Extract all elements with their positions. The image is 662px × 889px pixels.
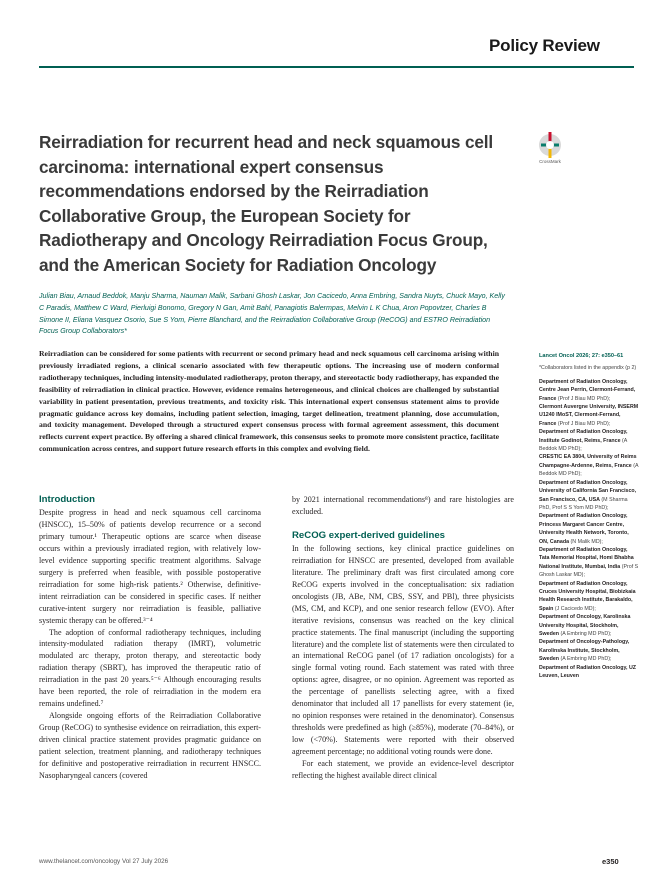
body-paragraph: The adoption of conformal radiotherapy techniques, including intensity-modulated radiation therapy (IMRT), volumetric modulated arc therapy, proton therapy, and stereotactic body radiation therapy (SBRT), has improved the therapeutic ratio of reirradiation in the past 20 years.⁵⁻⁶ Although encouraging results have been reported, the role of reirradiation in the modern era remains undefined.⁷ (39, 627, 261, 709)
affiliation-item: Department of Radiation Oncology, Princess Margaret Cancer Centre, University Health Network, Toronto, ON, Canada (N Malik MD); (539, 513, 629, 545)
footer-journal: www.thelancet.com/oncology Vol 27 July 2026 (39, 858, 169, 865)
affiliation-item: Clermont Auvergne University, INSERM U1240 IMoST, Clermont-Ferrand, France (Prof J Biau MD PhD); (539, 404, 639, 427)
affiliation-item: Department of Radiation Oncology, Institute Godinot, Reims, France (A Beddok MD PhD); (539, 429, 628, 453)
header-rule (39, 66, 634, 68)
page-number: e350 (602, 857, 619, 866)
article-title: Reirradiation for recurrent head and neck squamous cell carcinoma: international expert consensus recommendations endorsed by the Reirradiation Collaborative Group, the European Society for Radiotherapy and Oncology Reirradiation Focus Group, and the American Society for Radiation Oncology (39, 132, 494, 275)
abstract: Reirradiation can be considered for some patients with recurrent or second primary head and neck squamous cell carcinoma arising within previously irradiated regions, a clinical scenario associated with few therapeutic options. The increasing use of modern conformal radiotherapy techniques, including intensity-modulated radiotherapy, proton therapy, and stereotactic body radiotherapy, has expanded the feasibility of reirradiation in clinical practice. However, evidence remains heterogeneous, and clinical choices are challenged by substantial variability in patient presentation, previous treatments, and toxicity risk. This international expert consensus statement aims to provide pragmatic guidance across key domains, including patient selection, imaging, target delineation, treatment planning, dose accumulation, and toxicity management. Developed through a structured expert consensus process with formal agreement assessment, this document reflects current expert practice. By offering a shared clinical framework, this consensus seeks to promote more consistent practice, facilitate communication across centres, and support future research efforts in this complex and evolving field. (39, 349, 499, 454)
affiliation-item: Department of Oncology, Karolinska University Hospital, Stockholm, Sweden (A Embring MD PhD); (539, 614, 631, 637)
body-column-1 (39, 494, 261, 782)
section-header: Policy Review (489, 36, 600, 55)
crossmark-label: CrossMark (539, 159, 561, 164)
sidebar (539, 352, 639, 680)
body-column-2 (292, 494, 514, 782)
affiliation-item: Department of Radiation Oncology, UZ Leuven, Leuven (539, 664, 637, 680)
affiliation-item: Department of Radiation Oncology, University of California San Francisco, San Francisco, CA, USA (M Sharma PhD, Prof S S Yom MD PhD); (539, 479, 637, 511)
body-paragraph: Despite progress in head and neck squamous cell carcinoma (HNSCC), 15–50% of patients develop recurrence or a second primary tumour.¹ Therapeutic options are scarce when disease occurs within a previously irradiated region, with relatively low-level evidence supporting specific treatment algorithms. Salvage surgery is preferred when feasible, with possible postoperative reirradiation for some high-risk patients.² Otherwise, definitive-intent reirradiation can be considered in specific cases. If neither curative-intent surgery nor reirradiation is feasible, palliative systemic therapy can be offered.³⁻⁴ (39, 508, 261, 625)
recog-heading: ReCOG expert-derived guidelines (292, 529, 446, 541)
affiliation-list (539, 378, 639, 681)
collaborators-note: *Collaborators listed in the appendix (p 2) (539, 365, 637, 372)
author-list: Julian Biau, Arnaud Beddok, Manju Sharma, Nauman Malik, Sarbani Ghosh Laskar, Jon Cacicedo, Anna Embring, Sandra Nuyts, Chuck Mayo, Kelly C Paradis, Matthew C Ward, Pierluigi Bonomo, Gregory N Gan, Amit Bahl, Panagiotis Balermpas, Melvin L K Chua, Aron Popovtzer, Charles B Simone II, Eliana Vasquez Osorio, Sue S Yom, Pierre Blanchard, and the Reirradiation Collaborative Group (ReCOG) and ESTRO Reirradiation Focus Group Collaborators* (39, 292, 505, 336)
body-paragraph: In the following sections, key clinical practice guidelines on reirradiation for HNSCC are presented, developed from available literature. The preliminary draft was first circulated among core ReCOG experts involved in the conceptualisation: six radiation oncologists (JB, ABe, NM, CBS, SSY, and PBl), three physicists (MS, CM, and KCP), and one senior research fellow (EVO). After iterative revisions, consensus was reached on the key clinical practice statements. The final manuscript (including the supporting literature) and the complete list of statements were then circulated to an international ReCOG panel (of 17 radiation oncologists) for a single formal voting round. Each statement was rated with three options: agree, disagree, or no opinion. Agreement was reported as the percentage of panellists selecting agree, with a fixed denominator that included all 17 panellists for every statement (ie, no opinion responses were retained in the denominator). Consensus thresholds were predefined as high (≥85%), moderate (70–84%), or low (<70%). Statements were reported with their observed agreement percentage; no additional voting rounds were done. (292, 543, 514, 757)
journal-citation: Lancet Oncol 2026; 27: e350–61 (539, 353, 624, 359)
body-paragraph: Alongside ongoing efforts of the Reirradiation Collaborative Group (ReCOG) to synthesise evidence on reirradiation, this expert-driven clinical practice statement provides pragmatic guidance on patient selection, treatment planning, and radiotherapy techniques for definitive and postoperative reirradiation in recurrent HNSCC. Nasopharyngeal cancers (covered (39, 711, 261, 780)
affiliation-item: Department of Radiation Oncology, Centre Jean Perrin, Clermont-Ferrand, France (Prof J Biau MD PhD); (539, 378, 636, 402)
affiliation-item: Department of Radiation Oncology, Tata Memorial Hospital, Homi Bhabha National Institute, Mumbai, India (Prof S Ghosh Laskar MD); (539, 546, 639, 579)
body-paragraph: For each statement, we provide an evidence-level descriptor reflecting the highest available direct clinical (292, 759, 514, 781)
affiliation-item: Department of Radiation Oncology, Cruces University Hospital, Biobizkaia Health Research Institute, Barakaldo, Spain (J Cacicedo MD); (539, 580, 636, 612)
affiliation-item: Department of Oncology-Pathology, Karolinska Institute, Stockholm, Sweden (A Embring MD PhD); (539, 639, 630, 663)
body-paragraph: by 2021 international recommendations⁸) and rare histologies are excluded. (292, 495, 514, 516)
affiliation-item: CRESTIC EA 3804, University of Reims Champagne-Ardenne, Reims, France (A Beddok MD PhD); (539, 454, 639, 478)
introduction-heading: Introduction (39, 494, 95, 505)
